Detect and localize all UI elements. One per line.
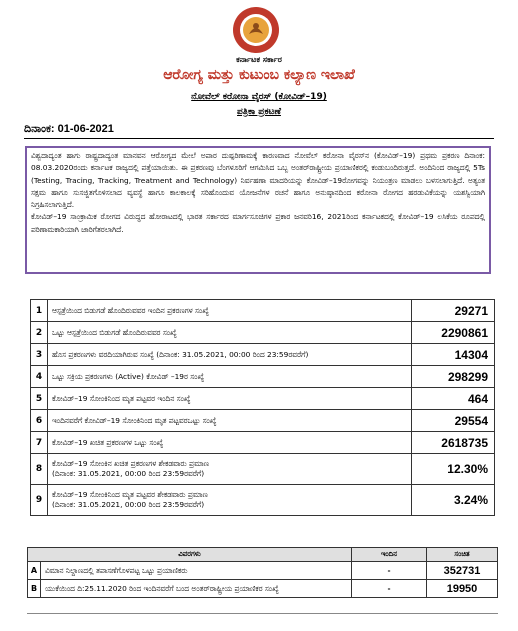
row-value: 298299: [412, 366, 495, 388]
topic-title: ನೋವೆಲ್ ಕರೋನಾ ವೈರಸ್ (ಕೋವಿಡ್–19): [191, 92, 327, 102]
row-value: 14304: [412, 344, 495, 366]
table-row: [31, 410, 495, 432]
row-label: [48, 454, 412, 485]
government-name: ಕರ್ನಾಟಕ ಸರ್ಕಾರ: [236, 55, 282, 64]
table-row: [31, 388, 495, 410]
row-label: ಒಟ್ಟು ಸಕ್ರಿಯ ಪ್ರಕರಣಗಳು (Active) ಕೋವಿಡ್ –19ರ ಸಂಖ್ಯೆ: [48, 366, 412, 388]
header-details: ವಿವರಗಳು: [28, 548, 352, 562]
table-row: [28, 562, 498, 580]
row-label-line-1: ಕೋವಿಡ್–19 ಸೋಂಕಿನಿಂದ ಮೃತ ಪಟ್ಟವರ ಶೇಕಡವಾರು ಪ್ರಮಾಣ: [52, 490, 208, 499]
row-label-line-2: (ದಿನಾಂಕ: 31.05.2021, 00:00 ರಿಂದ 23:59ರವರೆಗೆ): [52, 469, 205, 478]
row-value: 2618735: [412, 432, 495, 454]
header-total: ಸಂಚಿತ: [427, 548, 498, 562]
karnataka-emblem-icon: [232, 6, 280, 54]
row-today: -: [352, 580, 427, 598]
summary-box: [25, 146, 491, 274]
summary-paragraph-2: ಕೋವಿಡ್–19 ಸಾಂಕ್ರಾಮಿಕ ರೋಗದ ವಿರುದ್ಧದ ಹೋರಾಟದಲ್ಲಿ ಭಾರತ ಸರ್ಕಾರದ ಮಾರ್ಗಸೂಚಿಗಳ ಪ್ರಕಾರ ಜನವರಿ16, 2021ರಿಂದ ಕರ್ನಾಟಕದಲ್ಲಿ ಕೋವಿಡ್–19 ಲಸಿಕೆಯ ರೂಪದಲ್ಲಿ ಪರಿಣಾಮಕಾರಿಯಾಗಿ ಜಾರಿಗೆತರಲಾಗಿದೆ.: [31, 212, 485, 234]
row-number: 9: [31, 485, 48, 516]
row-number: 1: [31, 300, 48, 322]
table-row: [31, 432, 495, 454]
covid-stats-table: [30, 299, 495, 516]
row-label: ಇಂದಿನವರೆಗೆ ಕೋವಿಡ್–19 ಸೋಂಕಿನಿಂದ ಮೃತ ಪಟ್ಟವರಒಟ್ಟು ಸಂಖ್ಯೆ: [48, 410, 412, 432]
row-number: 2: [31, 322, 48, 344]
traveller-table: [27, 547, 498, 598]
row-value: 3.24%: [412, 485, 495, 516]
row-label: ಕೋವಿಡ್–19 ಸೋಂಕಿನಿಂದ ಮೃತ ಪಟ್ಟವರ ಇಂದಿನ ಸಂಖ್ಯೆ: [48, 388, 412, 410]
summary-paragraph-1: ವಿಶ್ವದಾದ್ಯಂತ ಹಾಗು ರಾಷ್ಟ್ರದಾದ್ಯಂತ ಮಾನವನ ಆರೋಗ್ಯದ ಮೇಲೆ ಅಪಾರ ದುಷ್ಪರಿಣಾಮಕ್ಕೆ ಕಾರಣವಾದ ನೋವೆಲ್ ಕರೋನಾ ವೈರಸ್‌ನ (ಕೋವಿಡ್–19) ಪ್ರಥಮ ಪ್ರಕರಣ ದಿನಾಂಕ: 08.03.2020ರಂದು ಕರ್ನಾಟಕ ರಾಜ್ಯದಲ್ಲಿ ಪತ್ತೆಯಾಯಿತು. ಈ ಪ್ರಕರಣವು ಬೆಂಗಳೂರಿಗೆ ಆಗಮಿಸಿದ ಒಬ್ಬ ಅಂತರ್‌ರಾಷ್ಟ್ರೀಯ ಪ್ರಯಾಣಿಕರಲ್ಲಿ ಕಂಡುಬಂದಿರುತ್ತದೆ. ಅಂದಿನಿಂದ ರಾಜ್ಯದಲ್ಲಿ 5Ts (Testing, Tracing, Tracking, Treatment and Technology) ನಿರ್ವಹಣಾ ಮಾದರಿಯನ್ನು ಕೋವಿಡ್–19ರೋಗವನ್ನು ನಿಯಂತ್ರಣ ಮಾಡಲು ಬಳಸಲಾಗುತ್ತಿದೆ. ಅತ್ಯಂತ ಸಕ್ಷಮ ಹಾಗೂ ಸುಸಜ್ಜಿತಗೊಳಿಸಲಾದ ವ್ಯವಸ್ಥೆ ಹಾಗೂ ಕಾಲಕಾಲಕ್ಕೆ ಸರಿಹೊಂದುವ ಯೋಜನೆಗಳ ರಚನೆ ಹಾಗೂ ಅನುಷ್ಠಾನದಿಂದ ಕರೋನಾ ರೋಗದ ಹರಡುವಿಕೆಯನ್ನು ಯಶಸ್ವಿಯಾಗಿ ನಿಗ್ರಹಿಸಲಾಗುತ್ತಿದೆ.: [31, 151, 485, 210]
table-row: [31, 300, 495, 322]
row-label: ವಿಮಾನ ನಿಲ್ದಾಣದಲ್ಲಿ ತಪಾಸಣೆಗೊಳಪಟ್ಟ ಒಟ್ಟು ಪ್ರಯಾಣಿಕರು: [41, 562, 352, 580]
table-header-row: [28, 548, 498, 562]
department-title: ಆರೋಗ್ಯ ಮತ್ತು ಕುಟುಂಬ ಕಲ್ಯಾಣ ಇಲಾಖೆ: [163, 67, 355, 83]
row-code: A: [28, 562, 41, 580]
divider: [27, 613, 498, 614]
row-value: 464: [412, 388, 495, 410]
table-row: [31, 485, 495, 516]
row-value: 2290861: [412, 322, 495, 344]
row-today: -: [352, 562, 427, 580]
row-label-line-2: (ದಿನಾಂಕ: 31.05.2021, 00:00 ರಿಂದ 23:59ರವರೆಗೆ): [52, 500, 205, 509]
table-row: [31, 454, 495, 485]
row-value: 29554: [412, 410, 495, 432]
table-row: [31, 322, 495, 344]
row-label: ಒಟ್ಟು ಆಸ್ಪತ್ರೆಯಿಂದ ಬಿಡುಗಡೆ ಹೊಂದಿರುವವರ ಸಂಖ್ಯೆ: [48, 322, 412, 344]
row-label: ಆಸ್ಪತ್ರೆಯಿಂದ ಬಿಡುಗಡೆ ಹೊಂದಿರುವವರ ಇಂದಿನ ಪ್ರಕರಣಗಳ ಸಂಖ್ಯೆ: [48, 300, 412, 322]
row-code: B: [28, 580, 41, 598]
release-date: ದಿನಾಂಕ: 01-06-2021: [24, 123, 494, 139]
table-row: [31, 344, 495, 366]
row-number: 5: [31, 388, 48, 410]
row-label: ಹೊಸ ಪ್ರಕರಣಗಳು ವರದಿಯಾಗಿರುವ ಸಂಖ್ಯೆ (ದಿನಾಂಕ: 31.05.2021, 00:00 ರಿಂದ 23:59ರವರೆಗೆ): [48, 344, 412, 366]
row-number: 4: [31, 366, 48, 388]
row-label: ಯುಕೆಯಿಂದ ದಿ:25.11.2020 ರಿಂದ ಇಂದಿನವರೆಗೆ ಬಂದ ಅಂತರ್‌ರಾಷ್ಟ್ರೀಯ ಪ್ರಯಾಣಿಕರ ಸಂಖ್ಯೆ: [41, 580, 352, 598]
row-number: 7: [31, 432, 48, 454]
row-total: 19950: [427, 580, 498, 598]
row-number: 8: [31, 454, 48, 485]
table-row: [31, 366, 495, 388]
row-label-line-1: ಕೋವಿಡ್–19 ಸೋಂಕಿನ ಖಚಿತ ಪ್ರಕರಣಗಳ ಶೇಕಡವಾರು ಪ್ರಮಾಣ: [52, 459, 209, 468]
row-value: 29271: [412, 300, 495, 322]
row-label: ಕೋವಿಡ್–19 ಖಚಿತ ಪ್ರಕರಣಗಳ ಒಟ್ಟು ಸಂಖ್ಯೆ: [48, 432, 412, 454]
row-number: 6: [31, 410, 48, 432]
row-number: 3: [31, 344, 48, 366]
press-release-title: ಪತ್ರಿಕಾ ಪ್ರಕಟಣೆ: [237, 107, 281, 117]
row-label: [48, 485, 412, 516]
row-value: 12.30%: [412, 454, 495, 485]
row-total: 352731: [427, 562, 498, 580]
table-row: [28, 580, 498, 598]
header-today: ಇಂದಿನ: [352, 548, 427, 562]
